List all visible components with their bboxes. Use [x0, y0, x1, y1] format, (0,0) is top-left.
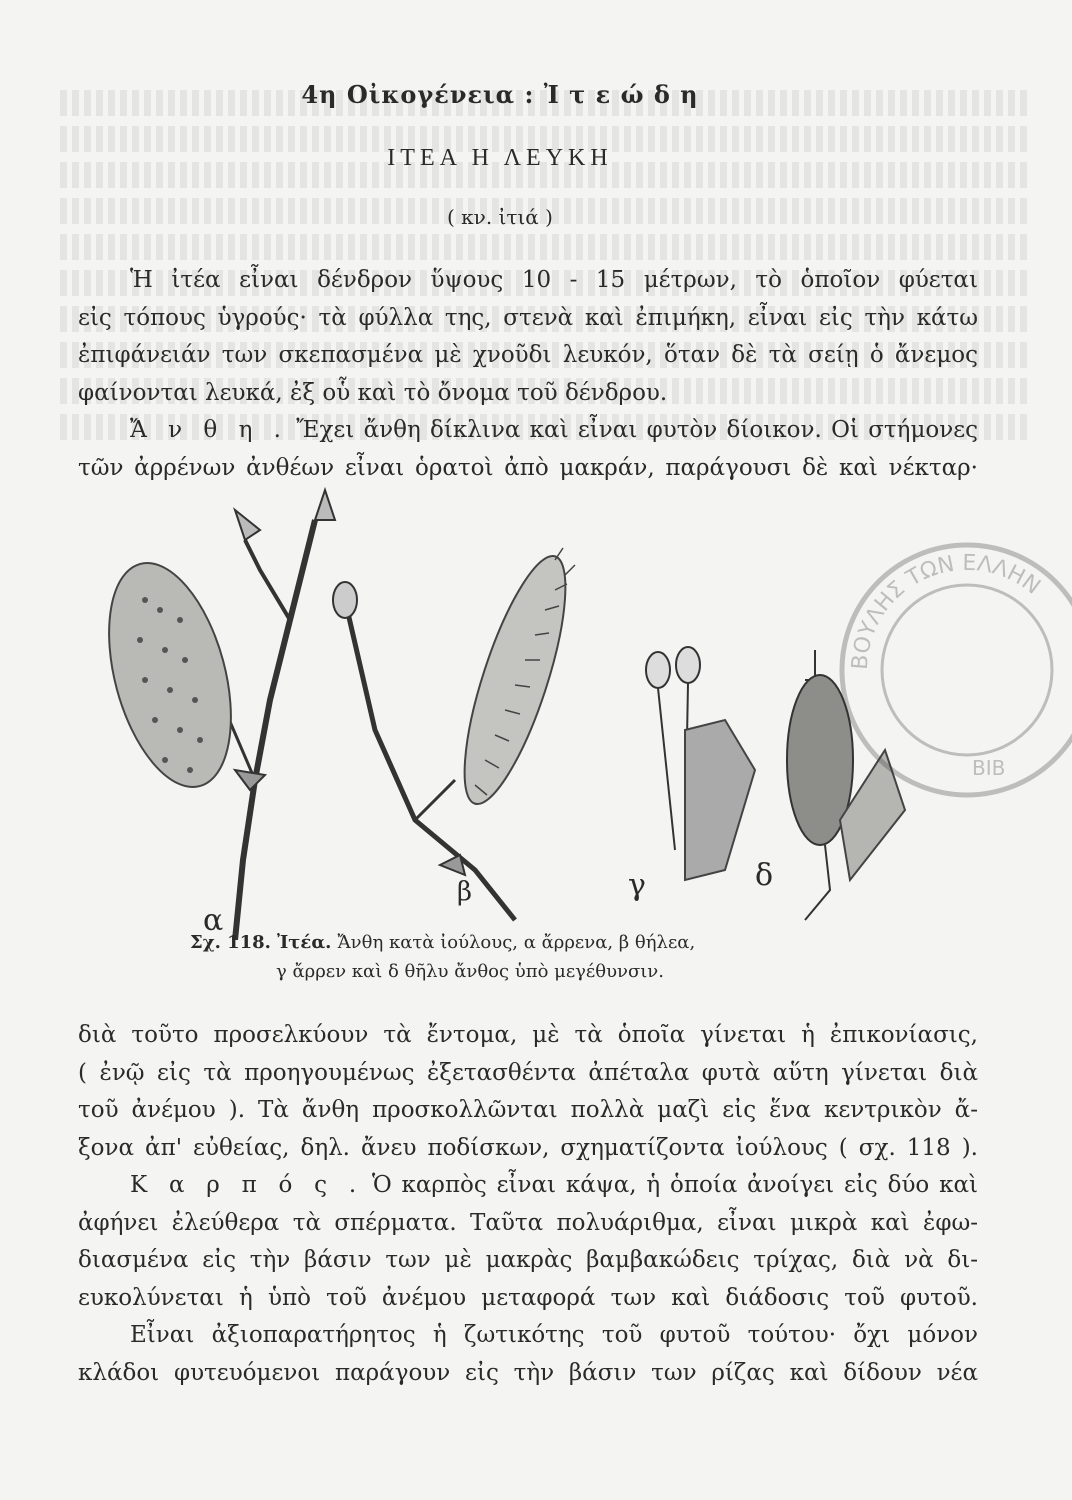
male-catkin-branch: [87, 490, 335, 940]
text-line: [78, 412, 978, 450]
text-line: Ἡ ἰτέα εἶναι δένδρον ὕψους 10 - 15 μέτρων, τὸ ὁποῖον φύεται: [130, 267, 978, 293]
text-line: φαίνονται λευκά, ἐξ οὗ καὶ τὸ ὄνομα τοῦ δένδρου.: [78, 379, 668, 406]
figure-label-alpha: α: [203, 903, 224, 938]
library-stamp: [832, 535, 1072, 805]
caption-line2: γ ἄρρεν καὶ δ θῆλυ ἄνθος ὑπὸ μεγέθυνσιν.: [276, 961, 664, 982]
flowers-paragraph: [78, 412, 978, 487]
common-name: ( κν. ἰτιά ): [447, 205, 553, 229]
figure-caption: [190, 928, 890, 986]
text-line: τῶν ἀρρένων ἀνθέων εἶναι ὁρατοὶ ἀπὸ μακράν, παράγουσι δὲ καὶ νέκταρ·: [78, 454, 978, 481]
text-line: ἐπιφάνειάν των σκεπασμένα μὲ χνοῦδι λευκόν, ὅταν δὲ τὰ σείῃ ὁ ἄνεμος: [78, 342, 978, 368]
figure-label-delta: δ: [755, 858, 774, 893]
text-line: ευκολύνεται ἡ ὑπὸ τοῦ ἀνέμου μεταφορά των καὶ διάδοσις τοῦ φυτοῦ.: [78, 1284, 978, 1311]
text-line: εἰς τόπους ὑγρούς· τὰ φύλλα της, στενὰ καὶ ἐπιμήκη, εἶναι εἰς τὴν κάτω: [78, 304, 978, 331]
intro-paragraph: [78, 262, 978, 412]
male-flower-enlarged: [646, 647, 755, 880]
text-fragment: Ὁ καρπὸς εἶναι κάψα, ἡ ὁποία ἀνοίγει εἰς δύο καὶ: [371, 1172, 978, 1198]
text-line: διασμένα εἰς τὴν βάσιν των μὲ μακρὰς βαμβακώδεις τρίχας, διὰ νὰ δι-: [78, 1247, 978, 1273]
caption-number: Σχ. 118.: [190, 932, 271, 953]
stamp-text: ΒΟΥΛΗΣ ΤΩΝ ΕΛΛΗΝ: [847, 550, 1045, 671]
species-title: ΙΤΕΑ Η ΛΕΥΚΗ: [387, 145, 613, 171]
text-line: κλάδοι φυτευόμενοι παράγουν εἰς τὴν βάσιν των ρίζας καὶ δίδουν νέα: [78, 1359, 978, 1386]
family-title: 4η Οἰκογένεια : Ἰ τ ε ώ δ η: [301, 80, 699, 109]
female-catkin-branch: [333, 546, 586, 920]
section-heading-fruit: Κ α ρ π ό ς .: [130, 1172, 363, 1198]
text-fragment: Ἔχει ἄνθη δίκλινα καὶ εἶναι φυτὸν δίοικον. Οἱ στήμονες: [296, 417, 979, 443]
svg-text:ΒΟΥΛΗΣ ΤΩΝ ΕΛΛΗΝ: [848, 551, 1045, 671]
willow-figure-118: [85, 480, 955, 940]
stamp-bottom: ΒΙΒ: [972, 756, 1006, 780]
vitality-paragraph: [78, 1317, 978, 1392]
caption-title: Ἰτέα.: [276, 932, 332, 953]
text-line: ( ἐνῷ εἰς τὰ προηγουμένως ἐξετασθέντα ἀπέταλα φυτὰ αὕτη γίνεται διὰ: [78, 1059, 978, 1086]
text-line: [78, 1167, 978, 1205]
section-heading-flowers: Ἄ ν θ η .: [130, 417, 287, 443]
figure-label-gamma: γ: [628, 868, 646, 903]
text-line: τοῦ ἀνέμου ). Τὰ ἄνθη προσκολλῶνται πολλὰ μαζὶ εἰς ἕνα κεντρικὸν ἄ-: [78, 1097, 978, 1123]
text-line: Εἶναι ἀξιοπαρατήρητος ἡ ζωτικότης τοῦ φυτοῦ τούτου· ὄχι μόνον: [130, 1322, 978, 1348]
text-line: ἀφήνει ἐλεύθερα τὰ σπέρματα. Ταῦτα πολυάριθμα, εἶναι μικρὰ καὶ ἐφω-: [78, 1209, 978, 1236]
fruit-paragraph: [78, 1167, 978, 1317]
continuation-paragraph: [78, 1017, 978, 1167]
figure-label-beta: β: [457, 877, 473, 907]
caption-line1: Ἄνθη κατὰ ἰούλους, α ἄρρενα, β θήλεα,: [337, 932, 696, 953]
text-line: ξονα ἀπ' εὐθείας, δηλ. ἄνευ ποδίσκων, σχηματίζοντα ἰούλους ( σχ. 118 ).: [78, 1134, 978, 1161]
text-line: διὰ τοῦτο προσελκύουν τὰ ἔντομα, μὲ τὰ ὁποῖα γίνεται ἡ ἐπικονίασις,: [78, 1022, 978, 1048]
